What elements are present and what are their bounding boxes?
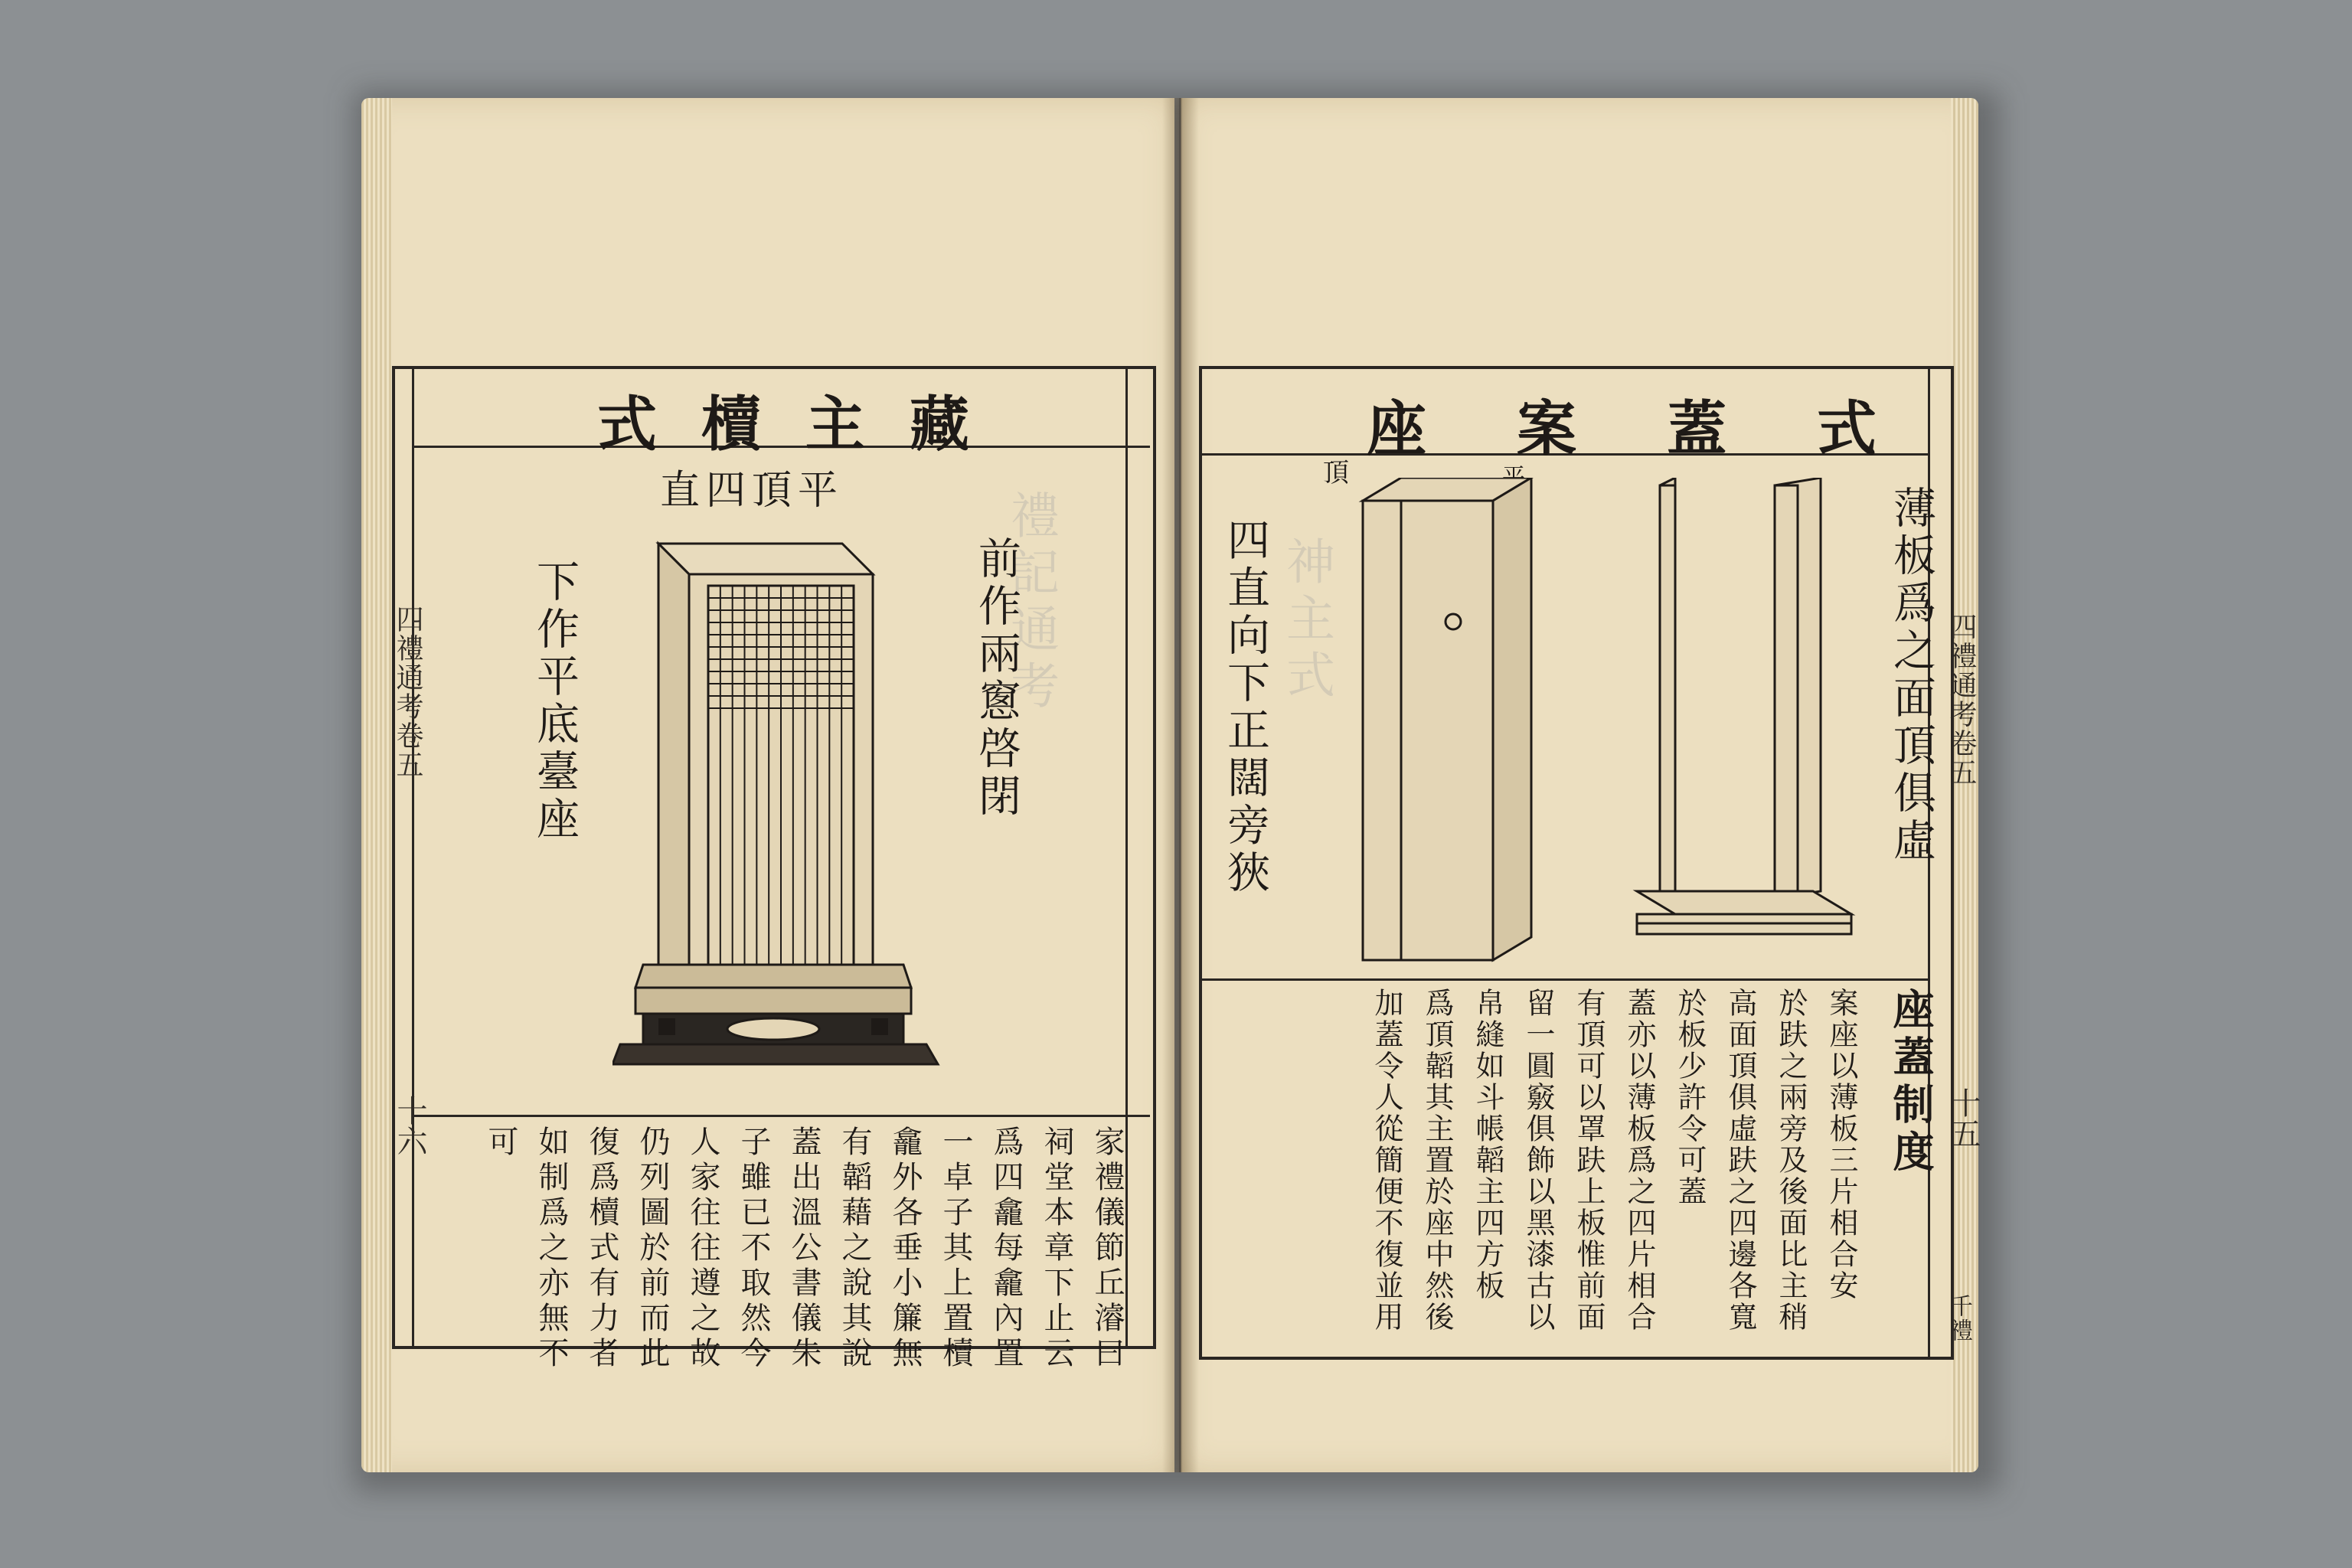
right-text-column: 有頂可以罩趺上板惟前面 (1572, 988, 1606, 1333)
left-text-column: 復爲櫝式有力者 (584, 1125, 619, 1372)
left-margin-label: 四禮通考卷五 (392, 605, 423, 779)
left-text-column: 如制爲之亦無不 (534, 1125, 569, 1372)
caption-base: 下作平底臺座 (530, 559, 580, 844)
right-text-rule (1199, 978, 1928, 981)
label-top-left: 頂 (1323, 458, 1355, 488)
left-text-column: 有韜藉之說其說 (837, 1125, 872, 1372)
left-text-column: 可 (483, 1125, 518, 1161)
right-text-column: 留一圓竅俱飾以黑漆古以 (1521, 988, 1555, 1333)
right-margin-label: 四禮通考卷五 (1945, 612, 1977, 787)
left-text-column: 龕外各垂小簾無 (887, 1125, 923, 1372)
caption-front: 前作兩窻啓閉 (972, 536, 1021, 821)
left-text-column: 人家往往遵之故 (685, 1125, 720, 1372)
right-page-title: 座案蓋式 (1367, 394, 1968, 464)
left-inner-rule (412, 366, 414, 1346)
left-text-column: 一卓子其上置櫝 (938, 1125, 973, 1372)
right-text-column: 案座以薄板三片相合安 (1824, 988, 1858, 1302)
left-text-column: 仍列圖於前而此 (635, 1125, 670, 1372)
left-page-edges (361, 98, 392, 1472)
right-text-column: 爲頂韜其主置於座中然後 (1420, 988, 1454, 1333)
seat-illustration (1629, 478, 1859, 952)
right-page-number: 十五 (1945, 1087, 1981, 1148)
caption-left: 四直向下正闊旁狹 (1220, 518, 1270, 897)
section-heading: 座蓋制度 (1886, 988, 1936, 1178)
right-text-column: 於趺之兩旁及後面比主稍 (1774, 988, 1808, 1333)
right-text-column: 加蓋令人從簡便不復並用 (1370, 988, 1403, 1333)
bleed-through-text: 禮記通考 (1002, 490, 1059, 717)
top-caption: 直四頂平 (660, 468, 844, 514)
left-text-column: 蓋出溫公書儀朱 (786, 1125, 822, 1372)
caption-right: 薄板爲之面頂俱虛 (1886, 485, 1936, 865)
left-text-column: 爲四龕每龕內置 (988, 1125, 1024, 1372)
right-text-column: 蓋亦以薄板爲之四片相合 (1622, 988, 1656, 1333)
left-page-title: 式櫝主藏 (597, 390, 1014, 459)
left-text-rule (412, 1115, 1150, 1117)
bleed-through-text: 神主式 (1278, 536, 1334, 706)
cover-illustration (1355, 478, 1539, 968)
right-corner-text: 千禮 (1945, 1294, 1972, 1343)
left-text-column: 子雖已不取然今 (736, 1125, 771, 1372)
right-text-column: 高面頂俱虛趺之四邊各寬 (1723, 988, 1757, 1333)
right-text-column: 於板少許令可蓋 (1673, 988, 1707, 1207)
tablet-cabinet-illustration (612, 528, 949, 1080)
left-page-number: 十六 (392, 1095, 427, 1156)
book-gutter (1162, 98, 1199, 1472)
right-text-column: 帛縫如斗帳韜主四方板 (1471, 988, 1504, 1302)
left-text-column: 家禮儀節丘濬曰 (1089, 1125, 1125, 1372)
left-text-column: 祠堂本章下止云 (1039, 1125, 1074, 1372)
